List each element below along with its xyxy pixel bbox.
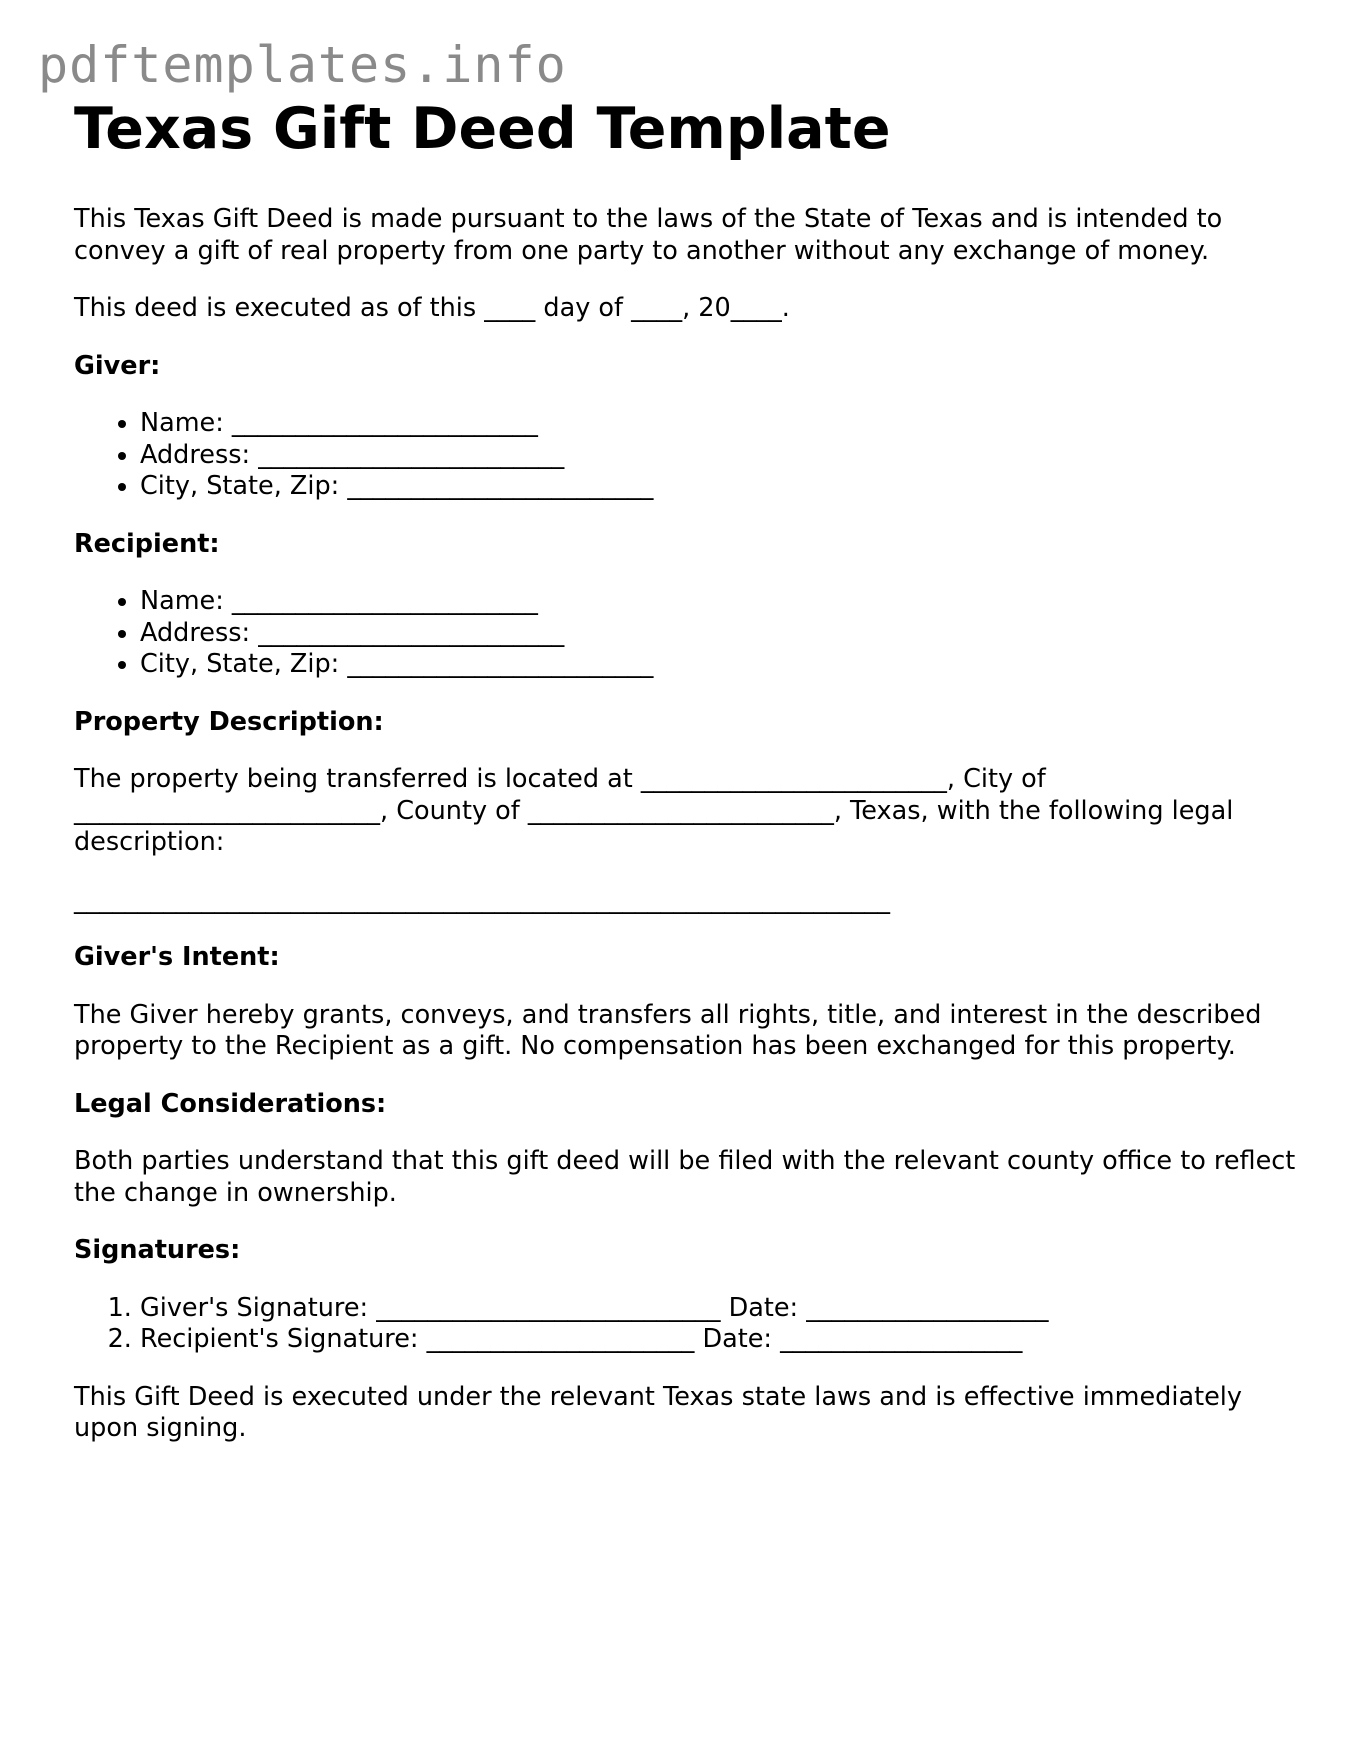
- intent-heading: Giver's Intent:: [74, 942, 280, 972]
- watermark: pdftemplates.info: [38, 36, 567, 94]
- recipient-name-field: • Name: ________________________: [140, 586, 1304, 618]
- legal-description-line: ________________________________________________________________: [74, 884, 890, 915]
- legal-paragraph: Both parties understand that this gift deed will be filed with the relevant county office to reflect the change in ownership.: [74, 1146, 1296, 1208]
- giver-signature-line: 1. Giver's Signature: ___________________________ Date: ___________________: [140, 1293, 1304, 1325]
- document: [74, 96, 1304, 1471]
- recipient-address-field: • Address: ________________________: [140, 618, 1304, 650]
- giver-city-field: • City, State, Zip: ________________________: [140, 471, 1304, 503]
- giver-fields: [74, 408, 1304, 503]
- giver-address-field: • Address: ________________________: [140, 440, 1304, 472]
- recipient-fields: [74, 586, 1304, 681]
- property-paragraph: The property being transferred is located at ________________________, City of ________________________, County of ________________________, Texas, with the following legal description:: [74, 764, 1234, 857]
- giver-heading: Giver:: [74, 350, 161, 381]
- closing-paragraph: This Gift Deed is executed under the relevant Texas state laws and is effective immediately upon signing.: [74, 1381, 1242, 1443]
- giver-name-field: • Name: ________________________: [140, 408, 1304, 440]
- page-title: Texas Gift Deed Template: [74, 96, 891, 162]
- legal-heading: Legal Considerations:: [74, 1088, 387, 1119]
- recipient-heading: Recipient:: [74, 528, 220, 559]
- execution-date-line: This deed is executed as of this ____ day of ____, 20____.: [74, 293, 790, 323]
- signatures-list: [74, 1293, 1304, 1356]
- signatures-heading: Signatures:: [74, 1235, 241, 1265]
- intent-paragraph: The Giver hereby grants, conveys, and transfers all rights, title, and interest in the described property to the Recipient as a gift. No compensation has been exchanged for this property.: [74, 999, 1262, 1061]
- recipient-city-field: • City, State, Zip: ________________________: [140, 649, 1304, 681]
- recipient-signature-line: 2. Recipient's Signature: _____________________ Date: ___________________: [140, 1324, 1304, 1356]
- intro-paragraph: This Texas Gift Deed is made pursuant to the laws of the State of Texas and is intended to convey a gift of real property from one party to another without any exchange of money.: [74, 204, 1223, 266]
- property-heading: Property Description:: [74, 706, 384, 737]
